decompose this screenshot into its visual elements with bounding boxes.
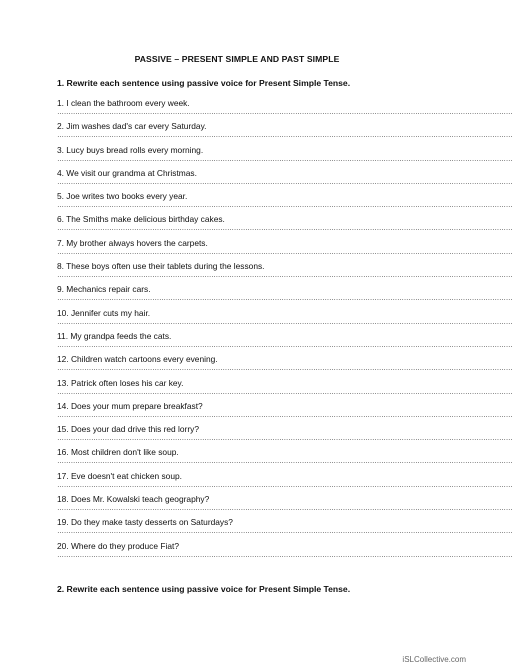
list-item — [57, 377, 513, 401]
sentence: 16. Most children don't like soup. — [57, 447, 179, 458]
sentence: 13. Patrick often loses his car key. — [57, 377, 184, 388]
sentence: 7. My brother always hovers the carpets. — [57, 237, 208, 248]
answer-line: ………………………………………………………………………………………………………………………………………………………………………………… — [57, 365, 513, 373]
section-1-heading: 1. Rewrite each sentence using passive voice for Present Simple Tense. — [57, 78, 351, 88]
page-title: PASSIVE – PRESENT SIMPLE AND PAST SIMPLE — [134, 54, 340, 64]
list-item — [57, 261, 513, 284]
list-item — [57, 144, 513, 168]
answer-line: ………………………………………………………………………………………………………………………………………………………………………………… — [57, 481, 513, 489]
answer-line: ………………………………………………………………………………………………………………………………………………………………………………… — [57, 551, 513, 559]
list-item — [57, 424, 513, 447]
sentence: 5. Joe writes two books every year. — [57, 191, 188, 202]
answer-line: ………………………………………………………………………………………………………………………………………………………………………………… — [57, 458, 513, 466]
list-item — [57, 167, 513, 191]
sentence: 1. I clean the bathroom every week. — [57, 98, 190, 108]
sentence: 18. Does Mr. Kowalski teach geography? — [57, 494, 210, 505]
sentence: 14. Does your mum prepare breakfast? — [57, 400, 203, 411]
sentence: 8. These boys often use their tablets during the lessons. — [57, 261, 265, 272]
answer-line: ………………………………………………………………………………………………………………………………………………………………………………… — [57, 388, 513, 396]
list-item — [57, 214, 513, 237]
answer-line: ………………………………………………………………………………………………………………………………………………………………………………… — [57, 295, 513, 303]
sentence: 6. The Smiths make delicious birthday cakes. — [57, 214, 225, 225]
sentence: 4. We visit our grandma at Christmas. — [57, 167, 197, 178]
answer-line: ………………………………………………………………………………………………………………………………………………………………………………… — [57, 435, 513, 443]
answer-line: ………………………………………………………………………………………………………………………………………………………………………………… — [57, 318, 513, 326]
sentence: 15. Does your dad drive this red lorry? — [57, 424, 199, 435]
list-item — [57, 330, 513, 354]
sentence: 19. Do they make tasty desserts on Saturdays? — [57, 517, 233, 528]
section-2-heading: 2. Rewrite each sentence using passive voice for Present Simple Tense. — [57, 584, 351, 594]
list-item — [57, 191, 513, 214]
answer-line: ………………………………………………………………………………………………………………………………………………………………………………… — [57, 505, 513, 513]
answer-line: ………………………………………………………………………………………………………………………………………………………………………………… — [57, 132, 513, 140]
exercise-list — [57, 98, 513, 564]
list-item — [57, 284, 513, 307]
list-item — [57, 447, 513, 470]
list-item — [57, 98, 513, 121]
answer-line: ………………………………………………………………………………………………………………………………………………………………………………… — [57, 155, 513, 163]
list-item — [57, 400, 513, 424]
list-item — [57, 517, 513, 540]
answer-line: ………………………………………………………………………………………………………………………………………………………………………………… — [57, 341, 513, 349]
sentence: 17. Eve doesn't eat chicken soup. — [57, 470, 182, 481]
sentence: 12. Children watch cartoons every evening. — [57, 354, 218, 365]
answer-line: ………………………………………………………………………………………………………………………………………………………………………………… — [57, 411, 513, 419]
list-item — [57, 540, 513, 564]
list-item — [57, 307, 513, 331]
sentence: 9. Mechanics repair cars. — [57, 284, 151, 295]
sentence: 3. Lucy buys bread rolls every morning. — [57, 144, 204, 155]
answer-line: ………………………………………………………………………………………………………………………………………………………………………………… — [57, 109, 513, 116]
sentence: 2. Jim washes dad's car every Saturday. — [57, 121, 207, 132]
answer-line: ………………………………………………………………………………………………………………………………………………………………………………… — [57, 272, 513, 280]
answer-line: ………………………………………………………………………………………………………………………………………………………………………………… — [57, 248, 513, 256]
sentence: 20. Where do they produce Fiat? — [57, 540, 179, 551]
list-item — [57, 237, 513, 261]
answer-line: ………………………………………………………………………………………………………………………………………………………………………………… — [57, 225, 513, 233]
answer-line: ………………………………………………………………………………………………………………………………………………………………………………… — [57, 178, 513, 186]
list-item — [57, 354, 513, 377]
list-item — [57, 121, 513, 144]
sentence: 10. Jennifer cuts my hair. — [57, 307, 151, 318]
sentence: 11. My grandpa feeds the cats. — [57, 330, 172, 341]
answer-line: ………………………………………………………………………………………………………………………………………………………………………………… — [57, 528, 513, 536]
list-item — [57, 494, 513, 517]
site-watermark: iSLCollective.com — [402, 655, 466, 664]
answer-line: ………………………………………………………………………………………………………………………………………………………………………………… — [57, 202, 513, 210]
list-item — [57, 470, 513, 494]
